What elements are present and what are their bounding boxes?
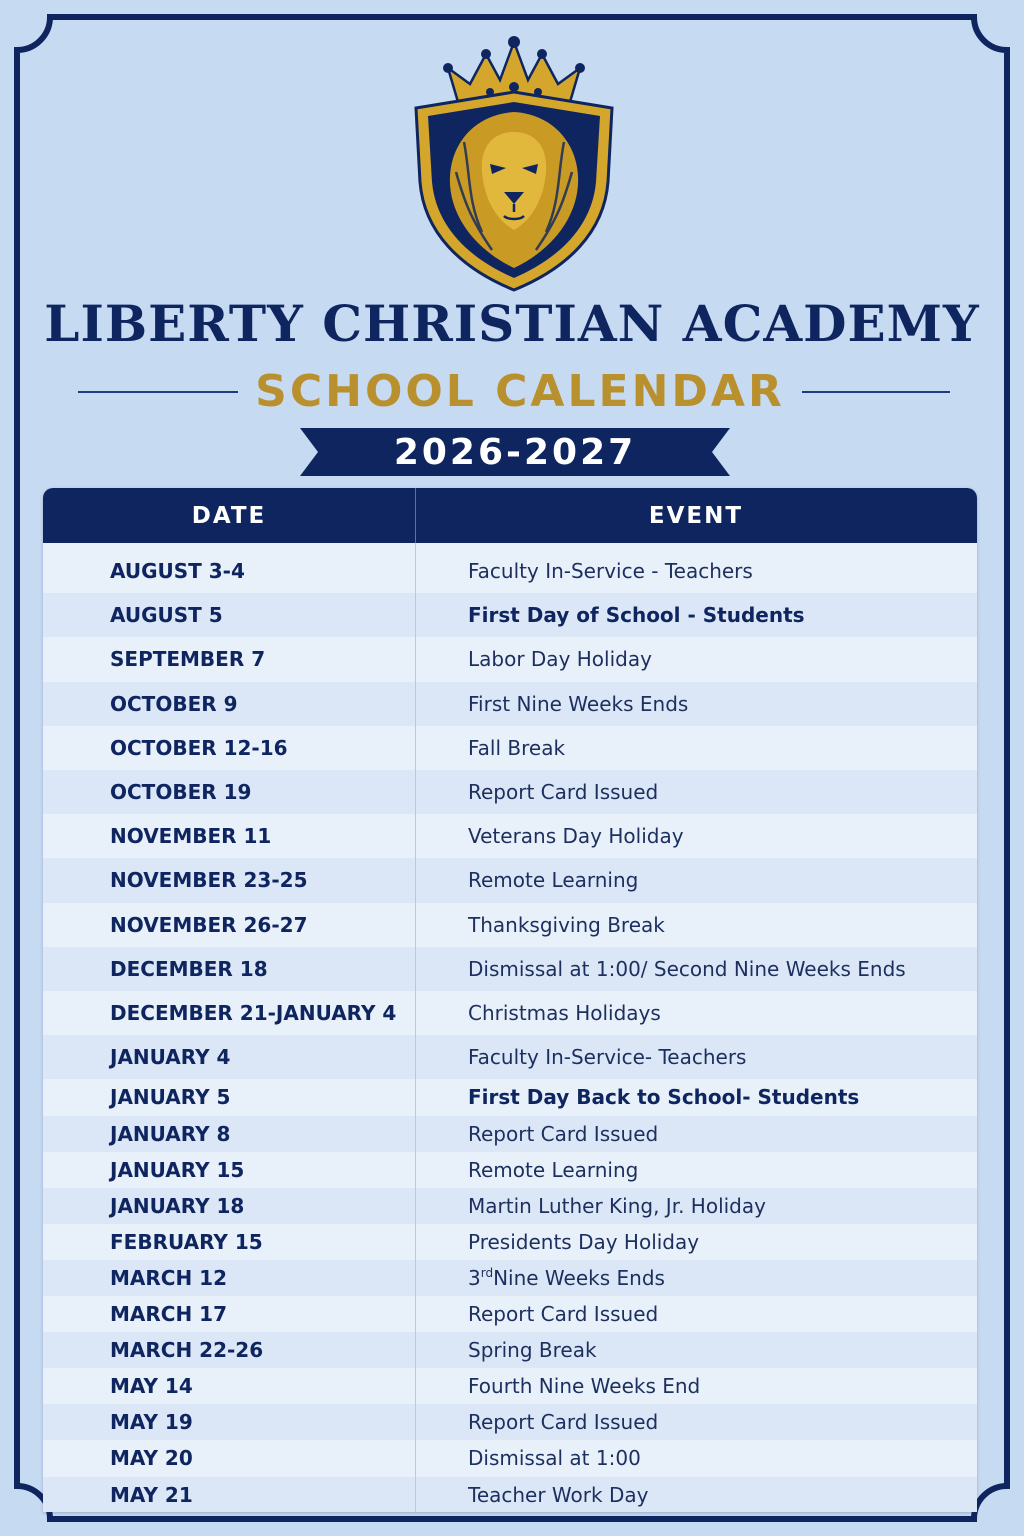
row-date: JANUARY 5	[110, 1085, 231, 1110]
table-row	[43, 1368, 977, 1404]
table-row	[43, 1404, 977, 1440]
subtitle-rule-left	[78, 391, 238, 393]
calendar-table	[43, 488, 977, 1512]
subtitle-rule-right	[802, 391, 950, 393]
table-row	[43, 1035, 977, 1079]
row-event: 3 $^{rd}$ Nine Weeks Ends	[468, 1265, 665, 1290]
row-date: OCTOBER 19	[110, 780, 252, 805]
row-date: MARCH 17	[110, 1302, 227, 1327]
lion-crown-crest-icon	[408, 32, 620, 294]
table-row	[43, 1079, 977, 1115]
row-event: Thanksgiving Break	[468, 912, 665, 937]
header-date: DATE	[191, 503, 267, 529]
table-header	[43, 488, 977, 543]
table-row	[43, 1332, 977, 1368]
table-row	[43, 858, 977, 902]
row-date: AUGUST 5	[110, 603, 223, 628]
row-event: Spring Break	[468, 1338, 597, 1363]
row-date: JANUARY 18	[110, 1193, 245, 1218]
row-event: Report Card Issued	[468, 780, 659, 805]
row-event-rest: Nine Weeks Ends	[493, 1265, 665, 1290]
row-date: JANUARY 4	[110, 1045, 231, 1070]
row-event: Dismissal at 1:00/ Second Nine Weeks Ends	[468, 956, 906, 981]
school-name: LIBERTY CHRISTIAN ACADEMY	[44, 294, 980, 353]
row-event: First Day Back to School- Students	[468, 1085, 860, 1110]
table-row	[43, 1116, 977, 1152]
table-row	[43, 1152, 977, 1188]
row-date: JANUARY 8	[110, 1121, 231, 1146]
row-event-number: 3	[468, 1265, 481, 1290]
calendar-subtitle: SCHOOL CALENDAR	[255, 366, 785, 417]
row-date: OCTOBER 9	[110, 691, 238, 716]
row-date: FEBRUARY 15	[110, 1229, 263, 1254]
row-event: Labor Day Holiday	[468, 647, 652, 672]
table-row	[43, 682, 977, 726]
table-row	[43, 593, 977, 637]
table-row	[43, 549, 977, 593]
table-row	[43, 947, 977, 991]
row-event: Dismissal at 1:00	[468, 1446, 641, 1471]
row-date: NOVEMBER 11	[110, 824, 272, 849]
row-event: Fall Break	[468, 735, 566, 760]
row-date: MARCH 12	[110, 1265, 227, 1290]
row-event: Report Card Issued	[468, 1121, 659, 1146]
row-event: Fourth Nine Weeks End	[468, 1374, 701, 1399]
row-date: MAY 20	[110, 1446, 193, 1471]
row-event: Remote Learning	[468, 1157, 639, 1182]
row-date: SEPTEMBER 7	[110, 647, 266, 672]
row-event: Martin Luther King, Jr. Holiday	[468, 1193, 766, 1218]
row-event: Report Card Issued	[468, 1302, 659, 1327]
subtitle-row	[0, 360, 1024, 424]
row-date: NOVEMBER 23-25	[110, 868, 308, 893]
row-event: First Day of School - Students	[468, 603, 805, 628]
header-event: EVENT	[648, 503, 744, 529]
row-date: OCTOBER 12-16	[110, 735, 288, 760]
table-row	[43, 637, 977, 681]
table-row	[43, 1296, 977, 1332]
row-event: Faculty In-Service - Teachers	[468, 559, 753, 584]
table-row	[43, 1224, 977, 1260]
row-event: Faculty In-Service- Teachers	[468, 1045, 747, 1070]
row-event: Christmas Holidays	[468, 1001, 661, 1026]
table-row	[43, 1260, 977, 1296]
table-body	[43, 543, 977, 1512]
row-date: AUGUST 3-4	[110, 559, 245, 584]
row-event: Report Card Issued	[468, 1410, 659, 1435]
row-event: Presidents Day Holiday	[468, 1229, 700, 1254]
table-row	[43, 770, 977, 814]
row-event: First Nine Weeks Ends	[468, 691, 689, 716]
row-date: MAY 14	[110, 1374, 193, 1399]
row-date: MAY 19	[110, 1410, 193, 1435]
row-date: MAY 21	[110, 1482, 193, 1507]
table-row	[43, 991, 977, 1035]
row-event: Teacher Work Day	[468, 1482, 649, 1507]
row-date: DECEMBER 18	[110, 956, 268, 981]
table-row	[43, 1440, 977, 1476]
table-row	[43, 726, 977, 770]
row-event: Remote Learning	[468, 868, 639, 893]
row-date: JANUARY 15	[110, 1157, 245, 1182]
table-row	[43, 1188, 977, 1224]
row-date: MARCH 22-26	[110, 1338, 264, 1363]
row-event: Veterans Day Holiday	[468, 824, 684, 849]
table-row	[43, 814, 977, 858]
table-row	[43, 903, 977, 947]
school-year: 2026-2027	[393, 432, 637, 473]
column-divider	[415, 543, 416, 1512]
row-date: DECEMBER 21-JANUARY 4	[110, 1001, 397, 1026]
row-date: NOVEMBER 26-27	[110, 912, 308, 937]
table-row	[43, 1477, 977, 1513]
